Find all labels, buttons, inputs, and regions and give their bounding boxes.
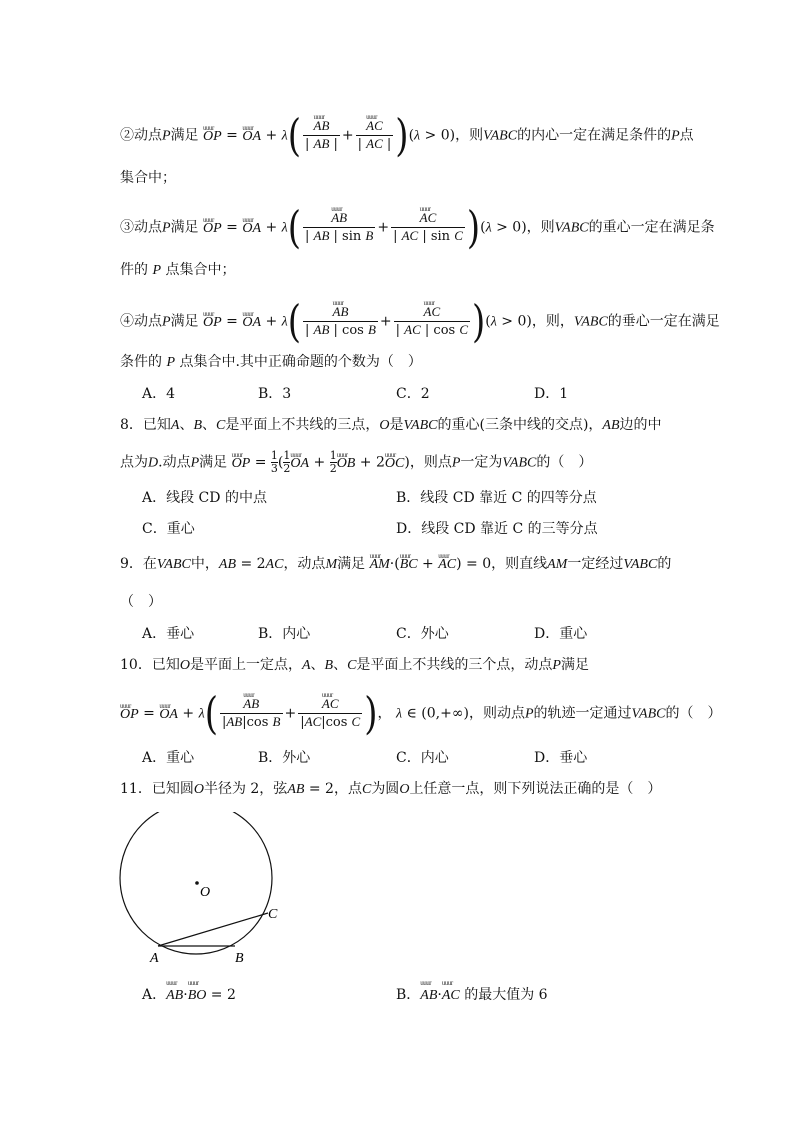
label-c: C [268,907,278,922]
q8-option-a[interactable]: A．线段 CD 的中点 [142,490,267,506]
q7-option-b[interactable]: B．3 [258,386,292,402]
circle-figure [118,812,288,972]
q7-item-3-cont: 件的 P 点集合中； [120,262,236,278]
q8-option-b[interactable]: B．线段 CD 靠近 C 的四等分点 [396,490,597,506]
label-a: A [150,951,159,966]
q11-option-a[interactable]: A．uuur AB·uuur BO = 2 [142,984,236,1004]
q8-stem-line1: 8．已知A、B、C是平面上不共线的三点，O是VABC的重心(三条中线的交点)，AB边的中 [120,417,662,433]
q11-option-b[interactable]: B．uuur AB·uuur AC 的最大值为 6 [396,984,548,1004]
q9-option-a[interactable]: A．垂心 [142,626,195,642]
q9-option-d[interactable]: D．重心 [534,626,588,642]
q10-stem-line1: 10．已知O是平面上一定点，A、B、C是平面上不共线的三个点，动点P满足 [120,657,589,673]
q8-option-d[interactable]: D．线段 CD 靠近 C 的三等分点 [396,521,598,537]
q8-option-c[interactable]: C．重心 [142,521,195,537]
q10-option-a[interactable]: A．重心 [142,750,195,766]
q11-stem: 11．已知圆O半径为 2，弦AB = 2，点C为圆O上任意一点，则下列说法正确的是（ ） [120,781,662,797]
q9-stem-line2: （ ） [120,594,162,610]
q7-item-3: ③动点P满足 uuur OP = uuur OA + λ( uuur $\frac{AB}{\text{| AB | sin B}}$ + uuur $\frac{AC}{\text{| AC | sin C}}$ )(λ > 0)，则VABC的重心一定在满足条 [120,210,715,245]
q7-item-4-cont: 条件的 P 点集合中.其中正确命题的个数为（ ） [120,354,422,370]
q10-stem-line2: uuur OP = uuur OA + λ( uuur $\frac{AB}{\text{|AB|cos B}}$ + uuur $\frac{AC}{\text{|AC|cos C}}$ )， λ ∈ (0,+∞)，则动点P的轨迹一定通过VABC的（ ） [120,696,721,731]
q9-option-c[interactable]: C．外心 [396,626,449,642]
q10-option-c[interactable]: C．内心 [396,750,449,766]
q8-stem-line2: 点为D.动点P满足 uuur OP = $\frac{1}{3}$( $\frac{1}{2}uuur$ OA + $\frac{1}{2}uuur$ OB + 2uuur OC)，则点P一定为VABC的（ ） [120,450,592,475]
q10-option-b[interactable]: B．外心 [258,750,311,766]
q7-option-a[interactable]: A．4 [142,386,176,402]
q9-option-b[interactable]: B．内心 [258,626,311,642]
q7-item-2-cont: 集合中； [120,170,176,186]
q9-stem-line1: 9．在VABC中，AB = 2AC，动点M满足 uuur AM·(uuur BC + uuur AC) = 0，则直线AM一定经过VABC的 [120,554,671,575]
label-b: B [235,951,244,966]
label-o: O [200,885,211,900]
q7-option-d[interactable]: D．1 [534,386,569,402]
center-point-o [195,881,199,885]
q7-option-c[interactable]: C．2 [396,386,430,402]
q7-item-4: ④动点P满足 uuur OP = uuur OA + λ( uuur $\frac{AB}{\text{| AB | cos B}}$ + uuur $\frac{AC}{\text{| AC | cos C}}$ )(λ > 0)，则，VABC的垂心一定在满足 [120,304,720,339]
q10-option-d[interactable]: D．垂心 [534,750,588,766]
q7-item-2: ②动点P满足 uuur OP = uuur OA + λ( uuur $\frac{AB}{| AB |}$ + uuur $\frac{AC}{| AC |}$ )(λ > 0)，则VABC的内心一定在满足条件的P点 [120,118,694,153]
